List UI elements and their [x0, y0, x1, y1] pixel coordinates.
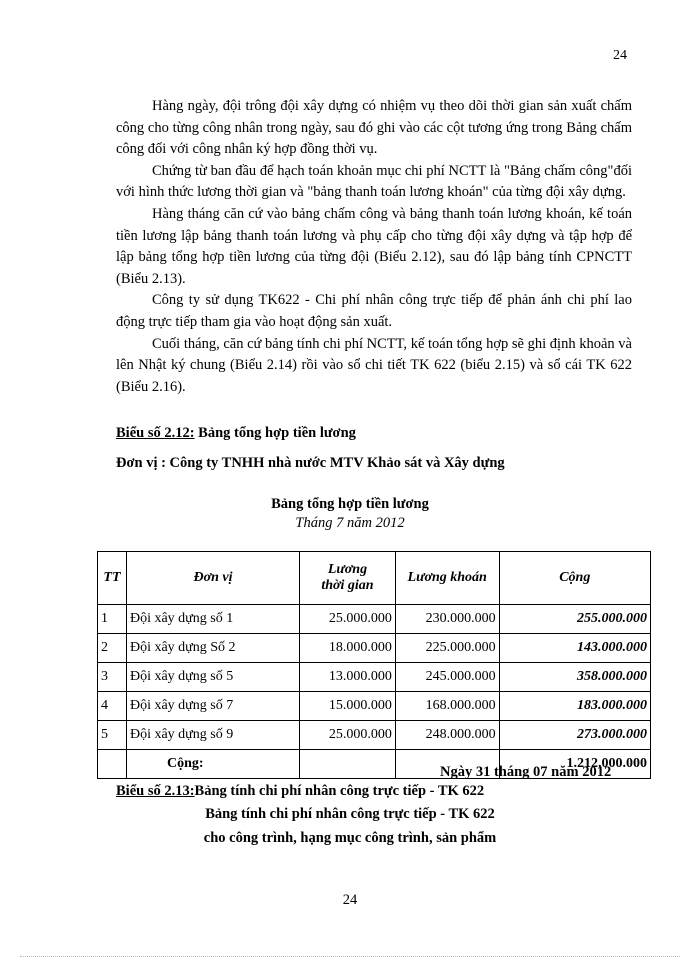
cell-tt-empty [98, 750, 127, 779]
caption-label: Biểu số 2.12: [116, 425, 195, 441]
cell-tt: 1 [98, 605, 127, 634]
paragraph: Chứng từ ban đầu để hạch toán khoản mục chi phí NCTT là "Bảng chấm công"đối với hình thức lương thời gian và "bảng thanh toán lương khoán" của từng đội xây dựng. [116, 162, 632, 201]
header-time-line2: thời gian [321, 578, 374, 593]
date-line: Ngày 31 tháng 07 năm 2012 [440, 764, 612, 780]
body-text [116, 96, 632, 398]
cell-unit: Đội xây dựng số 9 [126, 721, 299, 750]
cell-unit: Đội xây dựng Số 2 [126, 634, 299, 663]
caption-bieu-2-12 [116, 425, 356, 442]
cell-time: 25.000.000 [300, 605, 396, 634]
sum-label: Cộng: [126, 750, 299, 779]
cell-tt: 3 [98, 663, 127, 692]
caption-bieu-2-13 [116, 783, 484, 800]
caption-text: Bảng tính chi phí nhân công trực tiếp - TK 622 [194, 783, 485, 799]
cell-tt: 2 [98, 634, 127, 663]
section-title-line1: Bảng tính chi phí nhân công trực tiếp - TK 622 [205, 806, 495, 822]
cell-piece: 248.000.000 [395, 721, 499, 750]
cell-empty [300, 750, 396, 779]
cell-total: 143.000.000 [499, 634, 650, 663]
cell-time: 18.000.000 [300, 634, 396, 663]
cell-tt: 4 [98, 692, 127, 721]
header-unit: Đơn vị [126, 552, 299, 605]
cell-piece: 245.000.000 [395, 663, 499, 692]
cell-piece: 168.000.000 [395, 692, 499, 721]
cell-total: 183.000.000 [499, 692, 650, 721]
cell-unit: Đội xây dựng số 7 [126, 692, 299, 721]
table-title: Bảng tổng hợp tiền lương [271, 496, 429, 512]
cell-unit: Đội xây dựng số 5 [126, 663, 299, 692]
paragraph: Hàng tháng căn cứ vào bảng chấm công và bảng thanh toán lương khoán, kế toán tiền lương lập bảng thanh toán lương và phụ cấp cho từng đội xây dựng và tập hợp để lập bảng tổng hợp tiền lương của từng đội (Biểu 2.12), sau đó lập bảng tính CPNCTT (Biểu 2.13). [116, 205, 632, 287]
cell-piece: 225.000.000 [395, 634, 499, 663]
paragraph: Hàng ngày, đội trông đội xây dựng có nhiệm vụ theo dõi thời gian sản xuất chấm công cho từng công nhân trong ngày, sau đó ghi vào các cột tương ứng trong Bảng chấm công đối với công nhân ký hợp đồng thời vụ. [116, 98, 632, 158]
table-subtitle: Tháng 7 năm 2012 [295, 515, 405, 531]
table-row [98, 692, 651, 721]
paragraph: Cuối tháng, căn cứ bảng tính chi phí NCTT, kế toán tổng hợp sẽ ghi định khoản và lên Nhật ký chung (Biểu 2.14) rồi vào sổ chi tiết TK 622 (biểu 2.15) và sổ cái TK 622 (Biểu 2.16). [116, 335, 632, 395]
cell-total: 273.000.000 [499, 721, 650, 750]
cell-time: 25.000.000 [300, 721, 396, 750]
header-time-line1: Lương [327, 562, 368, 577]
cell-time: 13.000.000 [300, 663, 396, 692]
table-row [98, 634, 651, 663]
page-divider [20, 956, 680, 957]
sum-total: 1.212.000.000 [499, 750, 650, 779]
cell-total: 255.000.000 [499, 605, 650, 634]
cell-unit: Đội xây dựng số 1 [126, 605, 299, 634]
page-number-top: 24 [613, 48, 627, 63]
paragraph: Công ty sử dụng TK622 - Chi phí nhân công trực tiếp để phản ánh chi phí lao động trực tiếp tham gia vào hoạt động sản xuất. [116, 292, 632, 330]
unit-line: Đơn vị : Công ty TNHH nhà nước MTV Khảo sát và Xây dựng [116, 455, 505, 471]
header-piece-wage: Lương khoán [395, 552, 499, 605]
table-row [98, 605, 651, 634]
cell-tt: 5 [98, 721, 127, 750]
table-row [98, 721, 651, 750]
section-title-line2: cho công trình, hạng mục công trình, sản phẩm [203, 830, 497, 846]
page-number-bottom: 24 [342, 892, 358, 908]
caption-text: Bảng tổng hợp tiền lương [194, 425, 356, 441]
cell-piece: 230.000.000 [395, 605, 499, 634]
header-time-wage [300, 552, 396, 605]
header-total: Cộng [499, 552, 650, 605]
table-header-row [98, 552, 651, 605]
cell-time: 15.000.000 [300, 692, 396, 721]
table-row [98, 663, 651, 692]
salary-summary-table [97, 551, 651, 779]
caption-label: Biểu số 2.13: [116, 783, 195, 799]
header-tt: TT [98, 552, 127, 605]
cell-total: 358.000.000 [499, 663, 650, 692]
